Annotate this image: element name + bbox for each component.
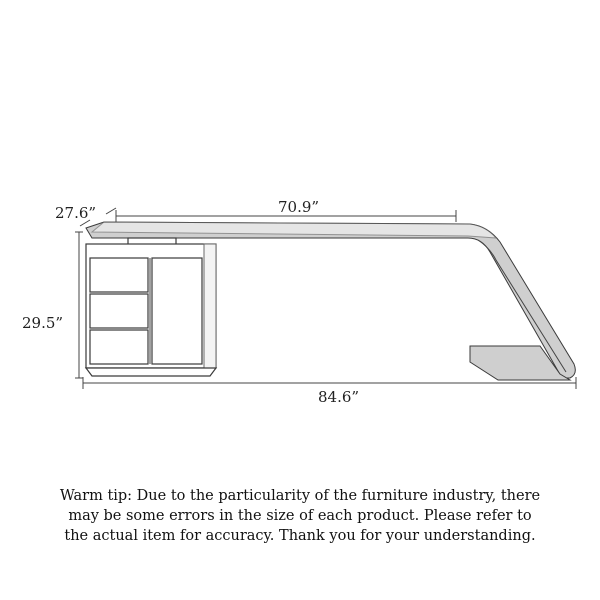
cabinet-door: [152, 258, 202, 364]
height-dimension: [22, 232, 83, 378]
drawer-3: [90, 330, 148, 364]
top-width-label: 70.9”: [278, 198, 320, 216]
warm-tip-line-2: may be some errors in the size of each product. Please refer to: [68, 508, 532, 524]
warm-tip-line-1: Warm tip: Due to the particularity of the furniture industry, there: [59, 488, 541, 504]
drawer-2: [90, 294, 148, 328]
warm-tip-line-3: the actual item for accuracy. Thank you for your understanding.: [64, 528, 536, 544]
total-width-label: 84.6”: [318, 388, 360, 406]
total-width-dimension: [83, 377, 576, 406]
desk-illustration: [86, 222, 575, 380]
depth-label: 27.6”: [55, 204, 97, 222]
drawer-1: [90, 258, 148, 292]
top-width-dimension: [116, 198, 456, 222]
cabinet-base: [86, 368, 216, 376]
warm-tip-notice: [20, 486, 580, 546]
height-label: 29.5”: [22, 314, 64, 332]
cabinet-side: [204, 244, 216, 368]
